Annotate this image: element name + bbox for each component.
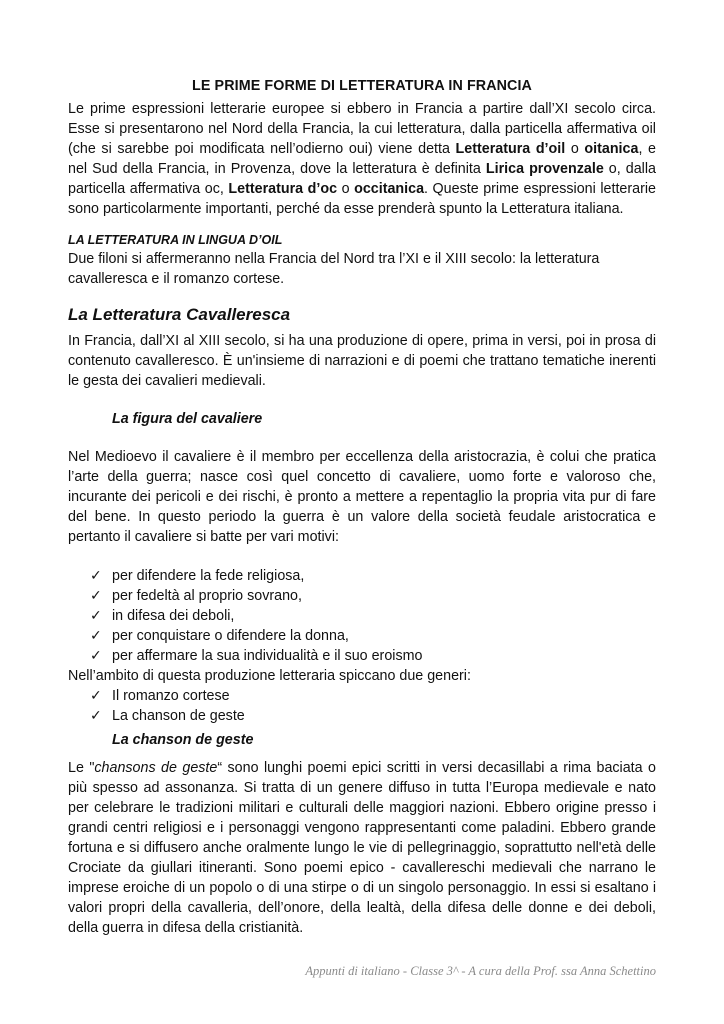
term-lirica-provenzale: Lirica provenzale: [485, 161, 604, 177]
genres-intro: Nell’ambito di questa produzione letteraria spiccano due generi:: [68, 668, 471, 684]
chanson-paragraph: Le "chansons de geste“ sono lunghi poemi epici scritti in versi decasillabi a rima baciata o più spesso ad assonanza. Si tratta di un genere diffuso in tutta l’Europa medievale e nato per celebrare le tradizioni militari e culturali delle maggiori nazioni. Ebbero origine presso i grandi centri religiosi e i personaggi vengono rappresentanti come paladini. Ebbero grande fortuna e si diffusero anche oralmente lungo le vie di pellegrinaggio, soprattutto nell'età delle Crociate da giullari itineranti. Sono poemi epico - cavallereschi medievali che narrano le imprese eroiche di un popolo o di una stirpe o di un singolo personaggio. In essi si esaltano i valori propri della cavalleria, dell’onore, della lealtà, della difesa delle donne e dei deboli, della guerra in difesa della cristianità.: [68, 760, 656, 936]
list-item: ✓ La chanson de geste: [90, 708, 245, 724]
checkmark-icon: ✓: [90, 688, 102, 704]
checkmark-icon: ✓: [90, 608, 102, 624]
cavaliere-paragraph: Nel Medioevo il cavaliere è il membro per eccellenza della aristocrazia, è colui che pratica l’arte della guerra; nasce così quel concetto di cavaliere, uomo forte e valoroso che, incurante dei pericoli e dei rischi, è pronto a mettere a repentaglio la propria vita pur di fare del bene. In questo periodo la guerra è un valore della società feudale aristocratica e pertanto il cavaliere si batte per vari motivi:: [68, 449, 656, 545]
term-chansons-de-geste: chansons de geste: [94, 760, 218, 776]
intro-paragraph: [68, 99, 656, 219]
intro-text: o, dalla particella affermativa oc,: [68, 161, 656, 197]
page-footer: Appunti di italiano - Classe 3^ - A cura della Prof. ssa Anna Schettino: [305, 964, 656, 978]
cavalleresca-paragraph: In Francia, dall’XI al XIII secolo, si ha una produzione di opere, prima in versi, poi in prosa di contenuto cavalleresco. È un'insieme di narrazioni e di poemi che trattano tematiche inerenti le gesta dei cavalieri medievali.: [68, 333, 656, 389]
list-item: ✓ per affermare la sua individualità e il suo eroismo: [90, 648, 423, 664]
section-heading-oil: LA LETTERATURA IN LINGUA D’OIL: [68, 233, 283, 247]
heading-chanson-de-geste: La chanson de geste: [112, 732, 254, 748]
oil-paragraph: Due filoni si affermeranno nella Francia del Nord tra l’XI e il XIII secolo: la letteratura cavalleresca e il romanzo cortese.: [68, 251, 600, 287]
checkmark-icon: ✓: [90, 568, 102, 584]
checkmark-icon: ✓: [90, 708, 102, 724]
intro-text: o: [337, 181, 355, 197]
list-item: ✓ Il romanzo cortese: [90, 688, 230, 704]
motives-list: [68, 566, 656, 666]
intro-text: o: [565, 141, 585, 157]
list-item: ✓ per conquistare o difendere la donna,: [90, 628, 349, 644]
term-oil: Letteratura d’oil: [455, 141, 566, 157]
document-page: [68, 76, 656, 938]
list-item: ✓ per difendere la fede religiosa,: [90, 568, 305, 584]
intro-text: . Queste prime espressioni letterarie sono particolarmente importanti, perché da esse prenderà spunto la Letteratura italiana.: [68, 181, 656, 217]
genres-list: [68, 686, 656, 726]
checkmark-icon: ✓: [90, 628, 102, 644]
list-item: ✓ in difesa dei deboli,: [90, 608, 235, 624]
list-item: ✓ per fedeltà al proprio sovrano,: [90, 588, 302, 604]
term-occitanica: occitanica: [354, 181, 425, 197]
intro-text: Le prime espressioni letterarie europee si ebbero in Francia a partire dall’XI secolo circa. Esse si presentarono nel Nord della Francia, la cui letteratura, dalla particella affermativa oil (che si sarebbe poi modificata nell’odierno oui) viene detta: [68, 101, 656, 157]
checkmark-icon: ✓: [90, 588, 102, 604]
heading-figura-cavaliere: La figura del cavaliere: [112, 411, 263, 427]
term-oitanica: oitanica: [584, 141, 639, 157]
intro-text: , e nel Sud della Francia, in Provenza, dove la letteratura è definita: [68, 141, 656, 177]
page-title: LE PRIME FORME DI LETTERATURA IN FRANCIA: [192, 78, 532, 94]
heading-letteratura-cavalleresca: La Letteratura Cavalleresca: [68, 305, 291, 324]
term-oc: Letteratura d’oc: [228, 181, 338, 197]
checkmark-icon: ✓: [90, 648, 102, 664]
